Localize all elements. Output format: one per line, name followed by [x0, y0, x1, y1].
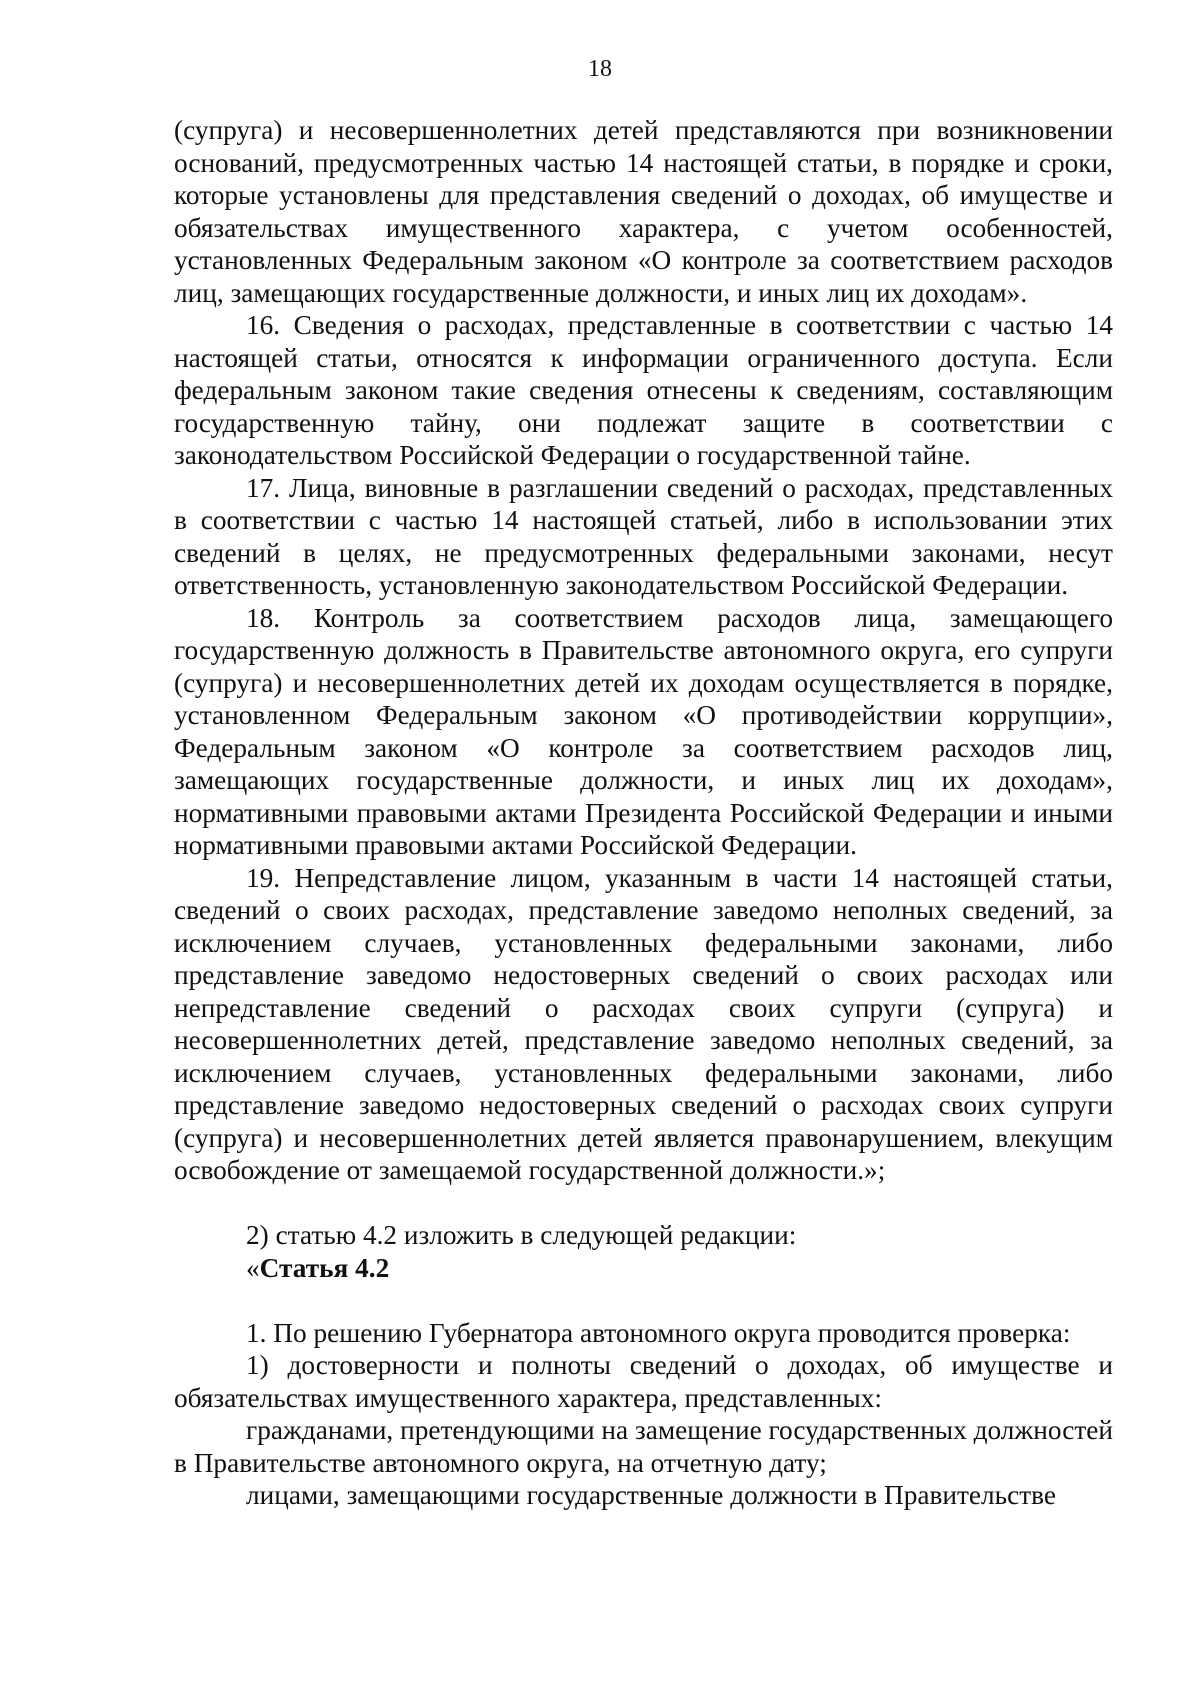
amendment-item-2: 2) статью 4.2 изложить в следующей редакции: [246, 1220, 797, 1250]
paragraph-18: 18. Контроль за соответствием расходов лица, замещающего государственную должность в Правительстве автономного округа, его супруги (супруга) и несовершеннолетних детей их доходам осуществляется в порядке, установленном Федеральным законом «О противодействии коррупции», Федеральным законом «О контроле за соответствием расходов лиц, замещающих государственные должности, и иных лиц их доходам», нормативными правовыми актами Президента Российской Федерации и иными нормативными правовыми актами Российской Федерации. [174, 602, 1113, 860]
paragraph-continuation: (супруга) и несовершеннолетних детей представляются при возникновении оснований, предусмотренных частью 14 настоящей статьи, в порядке и сроки, которые установлены для представления сведений о доходах, об имуществе и обязательствах имущественного характера, с учетом особенностей, установленных Федеральным законом «О контроле за соответствием расходов лиц, замещающих государственные должности, и иных лиц их доходам». [174, 115, 1113, 308]
article-part-1: 1. По решению Губернатора автономного округа проводится проверка: [246, 1317, 1071, 1348]
paragraph-17: 17. Лица, виновные в разглашении сведений о расходах, представленных в соответствии с частью 14 настоящей статьей, либо в использовании этих сведений в целях, не предусмотренных федеральными законами, несут ответственность, установленную законодательством Российской Федерации. [174, 472, 1113, 600]
paragraph-16: 16. Сведения о расходах, представленные в соответствии с частью 14 настоящей статьи, относятся к информации ограниченного доступа. Если федеральным законом такие сведения отнесены к сведениям, составляющим государственную тайну, они подлежат защите в соответствии с законодательством Российской Федерации о государственной тайне. [174, 310, 1113, 470]
article-heading [174, 1252, 1113, 1285]
clause-citizens: гражданами, претендующими на замещение государственных должностей в Правительстве автономного округа, на отчетную дату; [174, 1415, 1113, 1478]
article-title: Статья 4.2 [259, 1252, 390, 1283]
article-clause-1: 1) достоверности и полноты сведений о доходах, об имуществе и обязательствах имущественного характера, представленных: [174, 1350, 1113, 1413]
page-number: 18 [588, 56, 612, 82]
document-body [174, 114, 1113, 1512]
paragraph-19: 19. Непредставление лицом, указанным в части 14 настоящей статьи, сведений о своих расходах, представление заведомо неполных сведений, за исключением случаев, установленных федеральными законами, либо представление заведомо недостоверных сведений о своих расходах или непредставление сведений о расходах своих супруги (супруга) и несовершеннолетних детей, представление заведомо неполных сведений, за исключением случаев, установленных федеральными законами, либо представление заведомо недостоверных сведений о расходах своих супруги (супруга) и несовершеннолетних детей является правонарушением, влекущим освобождение от замещаемой государственной должности.»; [174, 862, 1113, 1185]
clause-officials: лицами, замещающими государственные должности в Правительстве [246, 1480, 1056, 1510]
opening-quote: « [246, 1252, 260, 1283]
